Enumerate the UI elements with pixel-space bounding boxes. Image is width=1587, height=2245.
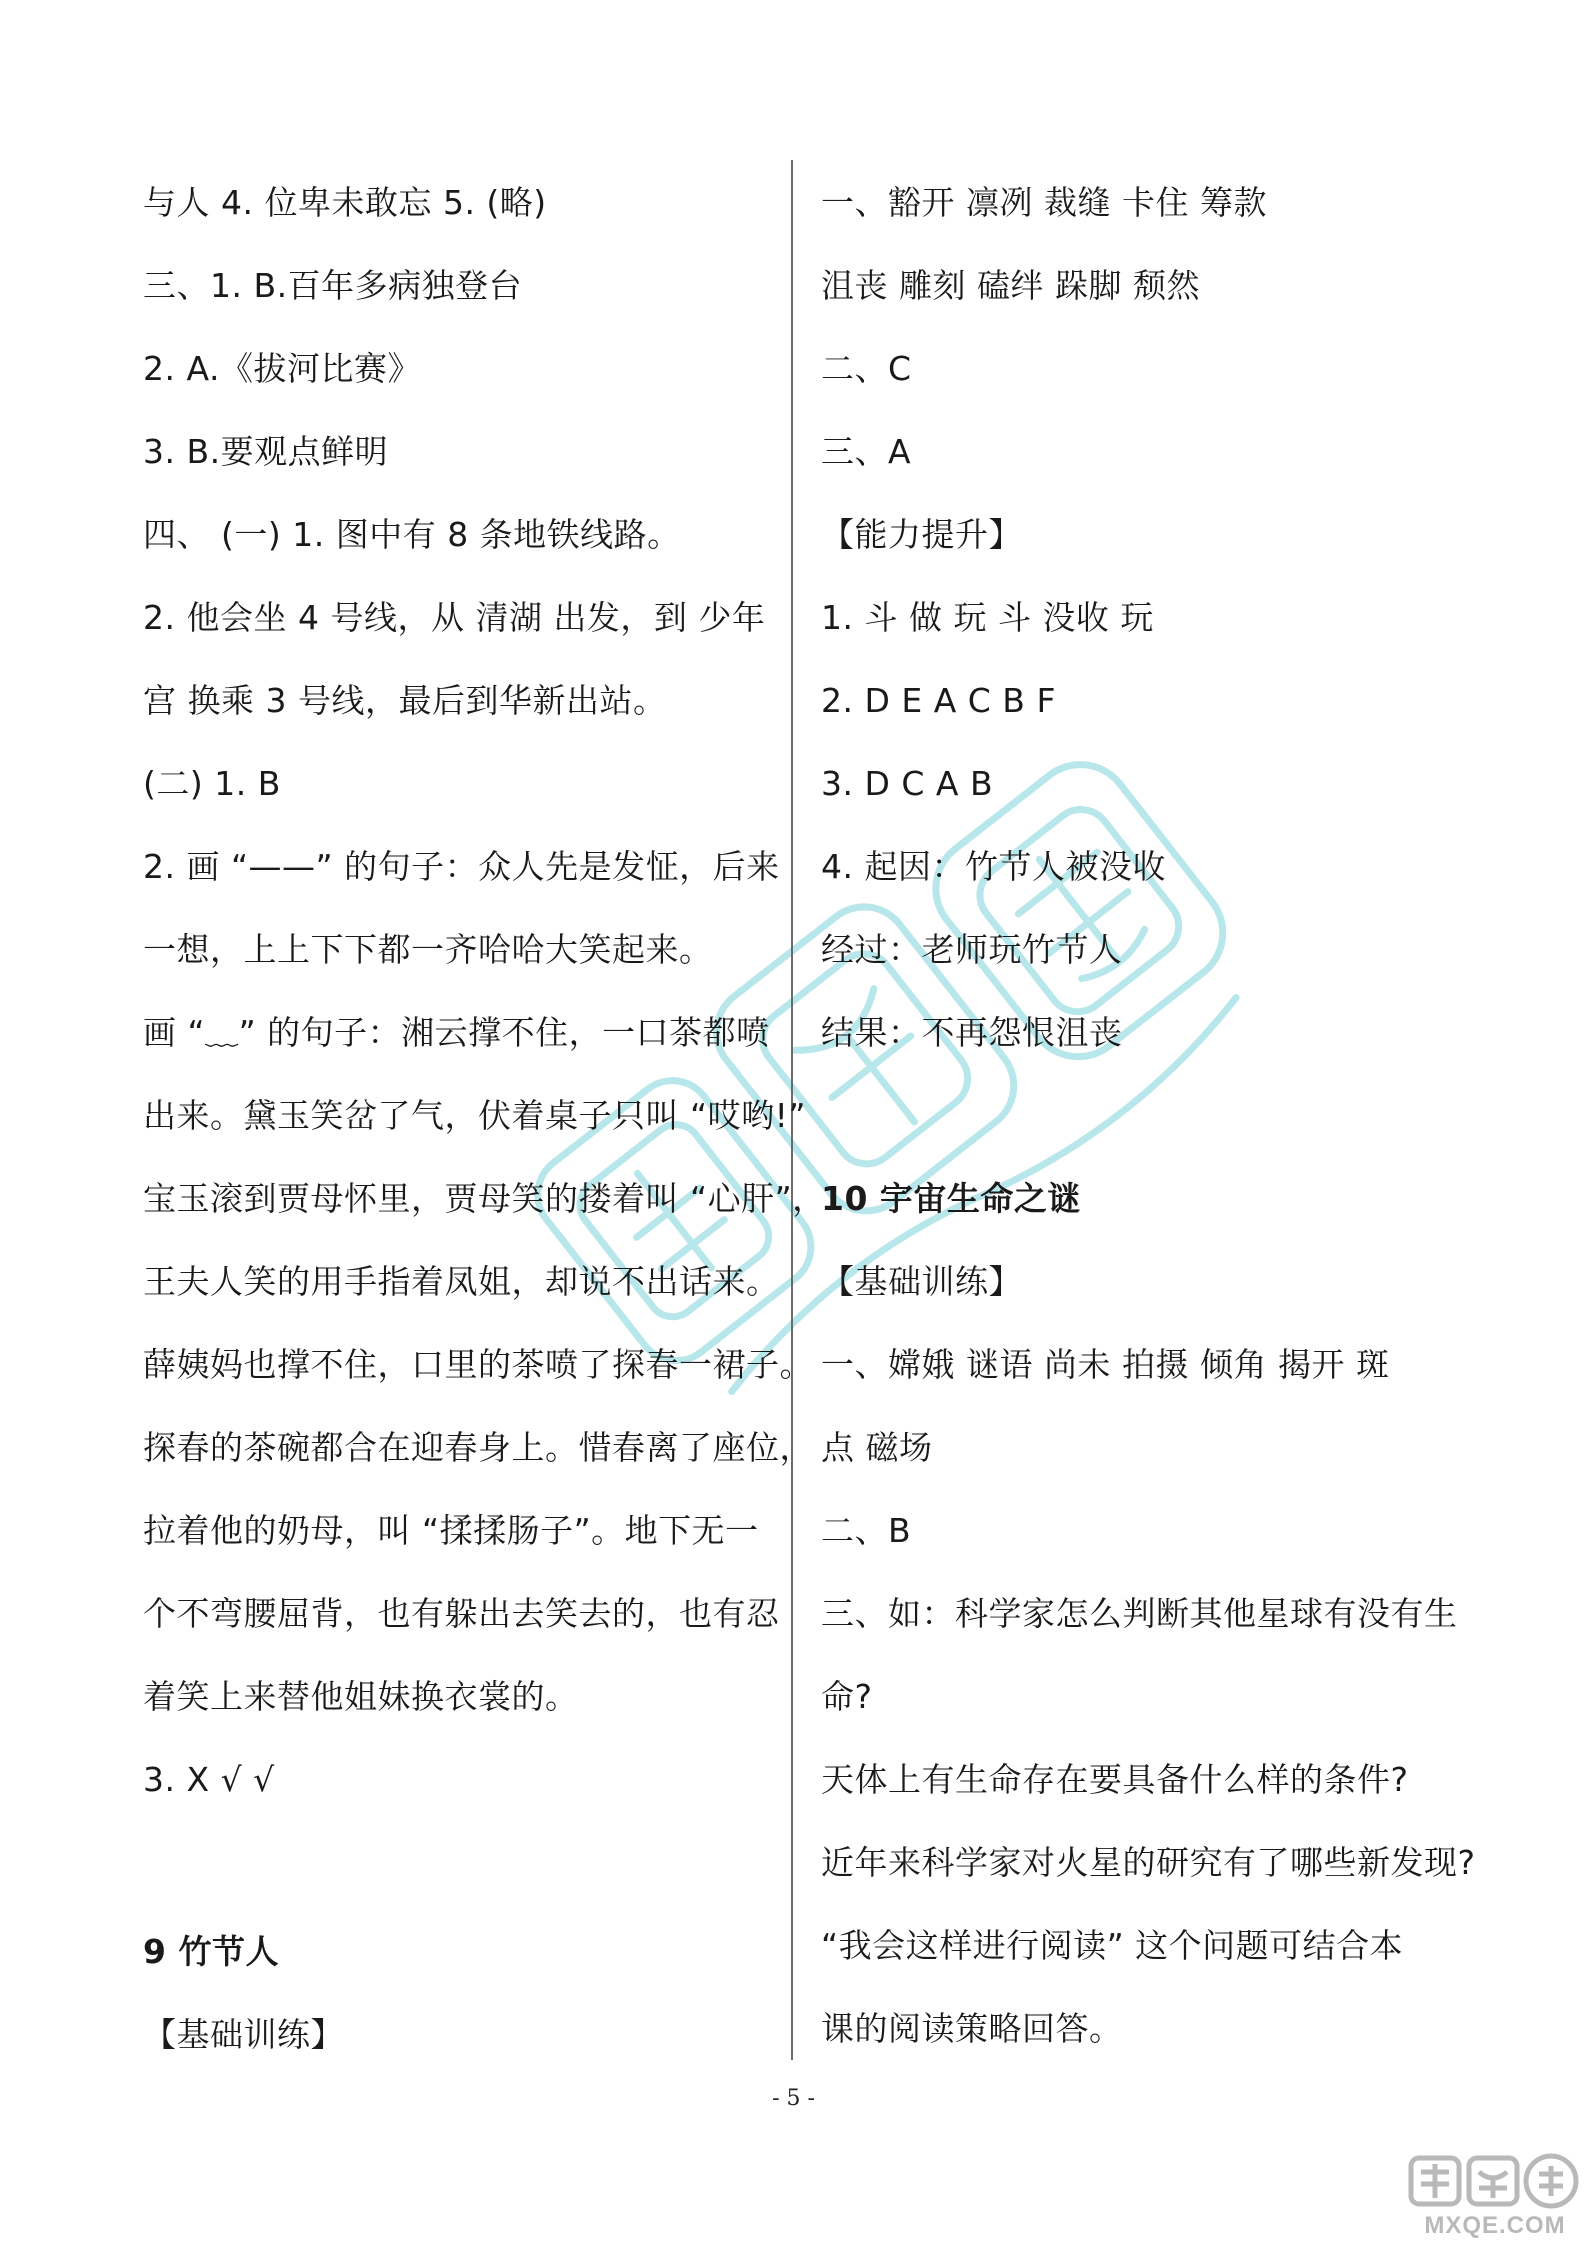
answer-line: 命? xyxy=(821,1677,873,1716)
answer-line: 个不弯腰屈背，也有躲出去笑去的，也有忍 xyxy=(143,1594,780,1633)
answer-line: 出来。黛玉笑岔了气，伏着桌子只叫 “哎哟!” xyxy=(143,1096,806,1135)
answer-line: 天体上有生命存在要具备什么样的条件? xyxy=(821,1760,1409,1799)
corner-url: MXQE.COM xyxy=(1424,2212,1566,2239)
answer-line: 近年来科学家对火星的研究有了哪些新发现? xyxy=(821,1843,1476,1882)
answer-line: 经过：老师玩竹节人 xyxy=(821,930,1123,969)
answer-line: 2. A.《拔河比赛》 xyxy=(143,349,421,388)
corner-logo xyxy=(1405,2150,1585,2245)
answer-line: 画 “﹏” 的句子：湘云撑不住，一口茶都喷 xyxy=(143,1013,770,1052)
answer-line: 拉着他的奶母，叫 “揉揉肠子”。地下无一 xyxy=(143,1511,759,1550)
answer-line: 宝玉滚到贾母怀里，贾母笑的搂着叫 “心肝”， xyxy=(143,1179,826,1218)
answer-line: 一想，上上下下都一齐哈哈大笑起来。 xyxy=(143,930,713,969)
answer-line: 三、如：科学家怎么判断其他星球有没有生 xyxy=(821,1594,1458,1633)
answer-line: 4. 起因：竹节人被没收 xyxy=(821,847,1166,886)
subsection-label: 【能力提升】 xyxy=(821,515,1022,554)
answer-line: 薛姨妈也撑不住，口里的茶喷了探春一裙子。 xyxy=(143,1345,813,1384)
answer-line: 王夫人笑的用手指着凤姐，却说不出话来。 xyxy=(143,1262,780,1301)
answer-line: 二、C xyxy=(821,349,912,388)
answer-line: 一、豁开 凛冽 裁缝 卡住 筹款 xyxy=(821,183,1267,222)
answer-line: 结果：不再怨恨沮丧 xyxy=(821,1013,1123,1052)
answer-line: 二、B xyxy=(821,1511,912,1550)
answer-line: 三、A xyxy=(821,432,912,471)
answer-line: 课的阅读策略回答。 xyxy=(821,2009,1123,2048)
answer-line: 四、 (一) 1. 图中有 8 条地铁线路。 xyxy=(143,515,681,554)
answer-line: 2. D E A C B F xyxy=(821,681,1056,720)
answer-line: 探春的茶碗都合在迎春身上。惜春离了座位， xyxy=(143,1428,813,1467)
section-heading: 9 竹节人 xyxy=(143,1932,279,1971)
answer-line: 3. D C A B xyxy=(821,764,994,803)
answer-line: 1. 斗 做 玩 斗 没收 玩 xyxy=(821,598,1154,637)
answer-line: 着笑上来替他姐妹换衣裳的。 xyxy=(143,1677,579,1716)
answer-line: 3. B.要观点鲜明 xyxy=(143,432,389,471)
answer-line: 宫 换乘 3 号线，最后到华新出站。 xyxy=(143,681,667,720)
answer-line: 与人 4. 位卑未敢忘 5. (略) xyxy=(143,183,547,222)
answer-line: 3. X √ √ xyxy=(143,1760,275,1799)
page-number: - 5 - xyxy=(772,2086,815,2111)
answer-line: 一、嫦娥 谜语 尚未 拍摄 倾角 揭开 斑 xyxy=(821,1345,1390,1384)
answer-line: 三、1. B.百年多病独登台 xyxy=(143,266,523,305)
logo-mark xyxy=(1405,2150,1583,2212)
subsection-label: 【基础训练】 xyxy=(143,2015,344,2054)
answer-line: “我会这样进行阅读” 这个问题可结合本 xyxy=(821,1926,1404,1965)
answer-line: 2. 他会坐 4 号线，从 清湖 出发，到 少年 xyxy=(143,598,766,637)
answer-line: 沮丧 雕刻 磕绊 跺脚 颓然 xyxy=(821,266,1200,305)
subsection-label: 【基础训练】 xyxy=(821,1262,1022,1301)
section-heading: 10 宇宙生命之谜 xyxy=(821,1179,1081,1218)
answer-line: 点 磁场 xyxy=(821,1428,933,1467)
answer-line: 2. 画 “——” 的句子：众人先是发怔，后来 xyxy=(143,847,780,886)
answer-line: (二) 1. B xyxy=(143,764,281,803)
